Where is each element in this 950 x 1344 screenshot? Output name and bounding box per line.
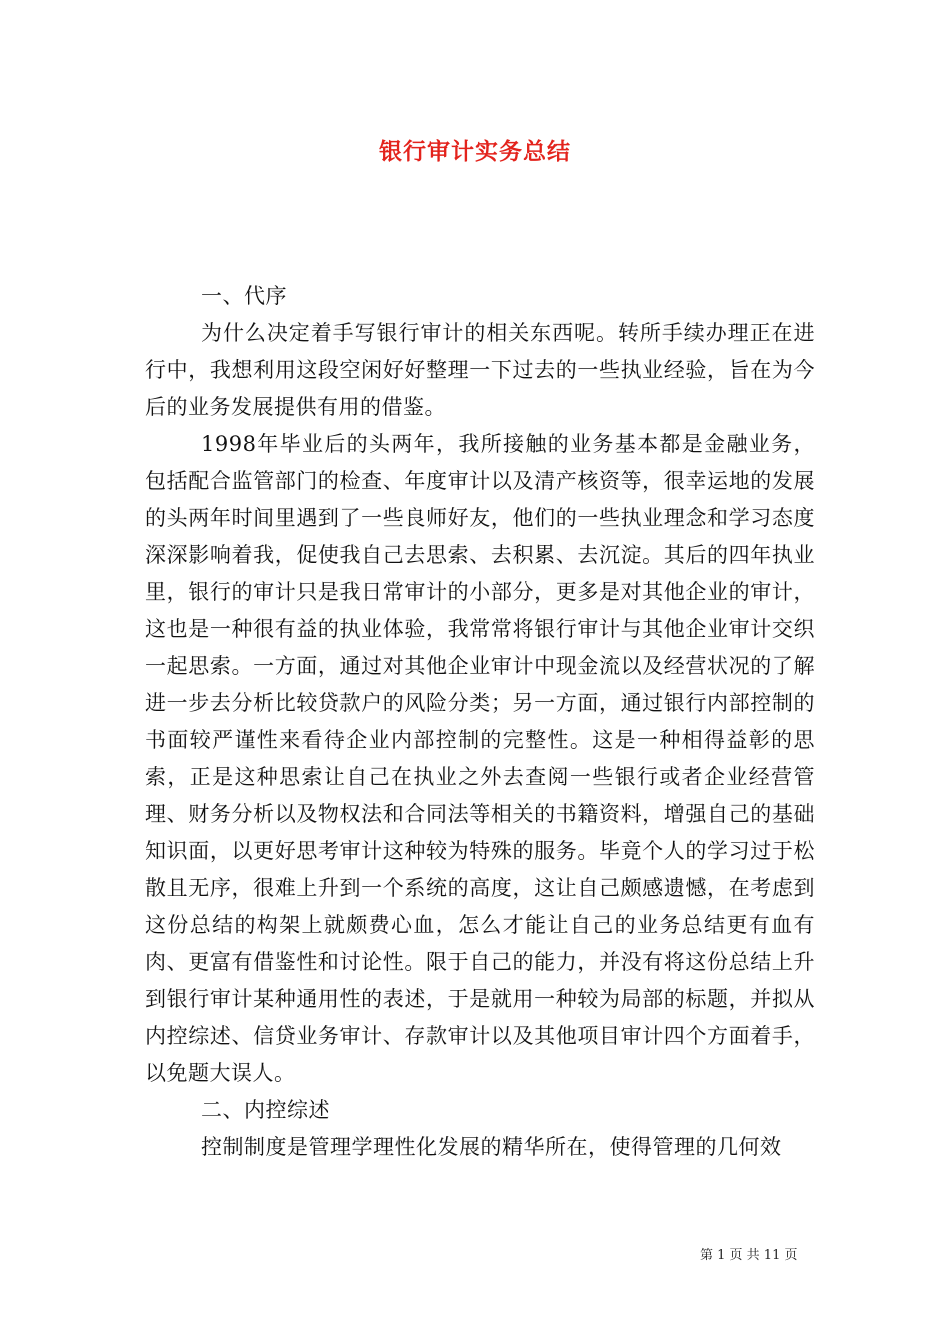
paragraph: 为什么决定着手写银行审计的相关东西呢。转所手续办理正在进行中，我想利用这段空闲好好整理一下过去的一些执业经验，旨在为今后的业务发展提供有用的借鉴。 [145, 321, 815, 419]
document-body [145, 278, 815, 1166]
section-heading-preface: 一、代序 [201, 284, 287, 308]
section-heading-internal-control: 二、内控综述 [201, 1098, 330, 1122]
paragraph: 控制制度是管理学理性化发展的精华所在，使得管理的几何效 [201, 1135, 782, 1159]
document-title: 银行审计实务总结 [379, 138, 571, 165]
paragraph: 1998年毕业后的头两年，我所接触的业务基本都是金融业务，包括配合监管部门的检查、年度审计以及清产核资等，很幸运地的发展的头两年时间里遇到了一些良师好友，他们的一些执业理念和学习态度深深影响着我，促使我自己去思索、去积累、去沉淀。其后的四年执业里，银行的审计只是我日常审计的小部分，更多是对其他企业的审计，这也是一种很有益的执业体验，我常常将银行审计与其他企业审计交织一起思索。一方面，通过对其他企业审计中现金流以及经营状况的了解进一步去分析比较贷款户的风险分类；另一方面，通过银行内部控制的书面较严谨性来看待企业内部控制的完整性。这是一种相得益彰的思索，正是这种思索让自己在执业之外去查阅一些银行或者企业经营管理、财务分析以及物权法和合同法等相关的书籍资料，增强自己的基础知识面，以更好思考审计这种较为特殊的服务。毕竟个人的学习过于松散且无序，很难上升到一个系统的高度，这让自己颇感遗憾，在考虑到这份总结的构架上就颇费心血，怎么才能让自己的业务总结更有血有肉、更富有借鉴性和讨论性。限于自己的能力，并没有将这份总结上升到银行审计某种通用性的表述，于是就用一种较为局部的标题，并拟从内控综述、信贷业务审计、存款审计以及其他项目审计四个方面着手，以免题大误人。 [145, 432, 815, 1085]
page-number-footer: 第 1 页 共 11 页 [700, 1248, 798, 1263]
